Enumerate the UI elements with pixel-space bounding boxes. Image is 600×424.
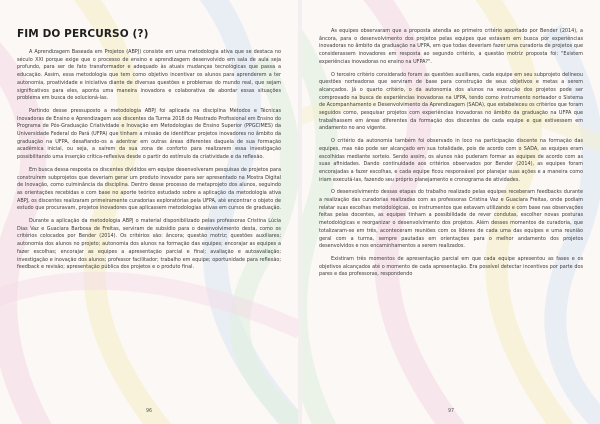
paragraph: Existiram três momentos de apresentação parcial em que cada equipe apresentou as fases e os objetivos alcançados até o momento de cada apresentação. Era possível detectar incentivos por parte dos pares e das professoras, respondendo <box>319 255 583 278</box>
left-page-content <box>17 28 281 400</box>
paragraph: A Aprendizagem Baseada em Projetos (ABPJ) consiste em uma metodologia ativa que se destaca no século XXI porque exige que o processo de ensino e aprendizagem desenvolvido em sala de aula seja profundo, para ser de fato transformador e adequado às atuais mudanças tecnológicas que passa a educação. Assim, essa metodologia que tem como objetivo incentivar os alunos para aprenderem a ter autonomia, proatividade e iniciativa diante de diversas questões e problemas do mundo real, que sejam significativos para eles, aponta uma maneira inovadora e colaborativa de abordar essas situações problema em busca de solucioná-las. <box>17 49 281 102</box>
paragraph: O desenvolvimento dessas etapas do trabalho realizado pelas equipes receberam feedbacks durante a realização das curadorias realizadas com as professoras Cristina Vaz e Guaciara Freitas, onde podiam relatar suas escolhas metodológicas, os instrumentos que estavam utilizando e com base nas observações feitas pelas docentes, as equipes tinham a possibilidade de rever condutas, escolher novas posturas metodológicas e reorganizar o desenvolvimento dos projetos. Além desses momentos de curadoria, que totalizaram-se em três, aconteceram reuniões com os líderes de cada uma das equipes e uma reunião geral com a turma, sempre pautadas em orientações para o melhor andamento dos projetos desenvolvidos e nos encaminhamentos a serem realizados. <box>319 189 583 250</box>
right-page <box>302 0 600 424</box>
paragraph: Em busca dessa resposta os discentes divididos em equipe desenvolveram pesquisas de projetos para construírem subprojetos que deveriam gerar um produto inovador para ser apresentado na Mostra Digital de Inovação, como culminância da disciplina. Dentro desse processo de metaprojeto dos alunos, seguindo as orientações recebidas e com base no aporte teórico estudado sobre a aplicação da metodologia ativa ABPJ, os discentes realizaram primeiramente curadorias exploratórias pela UFPA, até encontrar o objeto de estudo que procuravam, projetos inovadores que aplicassem metodologias ativas em cursos de graduação. <box>17 166 281 212</box>
paragraph: As equipes observaram que a proposta atendia ao primeiro critério apontado por Bender (2014), a âncora, para o desenvolvimento dos projetos pelas equipes que estavam em busca por experiências inovadoras no âmbito da graduação na UFPA, em que todas deveriam fazer uma curadoria de projetos que considerassem inovadores em resposta ao segundo critério, a questão motriz proposta foi: "Existem experiências inovadoras no ensino na UFPA?". <box>319 28 583 65</box>
paragraph: O critério da autonomia também foi observado in loco na participação discente na formação das equipes, mas não pode ser alcançado em sua totalidade, pois de acordo com o SADA, as equipes eram escolhidas mediante sorteio. Sendo assim, os alunos não puderam formar as equipes de acordo com as suas afinidades. Dando continuidade aos critérios observados por Bender (2014), as equipes foram encorajadas a fazer escolhas, e cada equipe ficou responsável por planejar suas ações e a maneira como iriam executá-las, fazendo seu próprio planejamento e cronograma de atividades. <box>319 138 583 183</box>
page-number-right: 97 <box>447 409 455 414</box>
paragraph: Partindo desse pressuposto a metodologia ABPJ foi aplicada na disciplina Métodos e Técnicas Inovadoras de Ensino e Aprendizagem aos discentes da Turma 2018 do Mestrado Profissional em Ensino do Programa de Pós-Graduação Criatividade e Inovação em Metodologias de Ensino Superior (PPGCIMES) da Universidade Federal do Pará (UFPA) que tinham a missão de identificar projetos inovadores no âmbito da graduação na UFPA, desafiando-os a adentrar em outras áreas diferentes daquela de sua formação acadêmica inicial, ou seja, a saírem da sua zona de conforto para realizarem essa investigação possibilitando uma inserção crítica-reflexiva desde o partir do estímulo da criatividade e da reflexão. <box>17 107 281 161</box>
paragraph: O terceiro critério considerado foram as questões auxiliares, cada equipe em seu subprojeto delineou questões norteadoras que serviram de base para construção de seus objetivos e metas a serem alcançados. Já o quarto critério, o da autonomia dos alunos na execução dos projetos pode ser comprovado na busca de experiências inovadoras na UFPA, tendo como instrumento norteador o Sistema de Acompanhamento e Desenvolvimento da Aprendizagem (SADA), que estabeleceu os critérios que foram seguidos como, pesquisar projetos com experiências inovadoras no âmbito da graduação na UFPA que trabalhassem em áreas diferentes da formação dos discentes de cada equipe e que estivessem em andamento no ano vigente. <box>319 71 583 132</box>
section-title: FIM DO PERCURSO (?) <box>17 28 149 40</box>
right-page-content <box>319 28 583 400</box>
page-number-left: 96 <box>145 409 153 414</box>
left-page <box>0 0 298 424</box>
paragraph: Durante a aplicação da metodologia ABPJ o material disponibilizado pelas professoras Cristina Lúcia Dias Vaz e Guaciara Barbosa de Freitas, serviram de subsídio para o desenvolvimento desta, como os critérios colocados por Bender (2014). Os critérios são: âncora; questão motriz; questões auxiliares; autonomia dos alunos no projeto; autonomia dos alunos na formação das equipes; encorajar as equipes a fazer escolhas; encorajar as equipes a apresentação parcial e final; avaliação e autoavaliação; investigação e inovação dos alunos; professor facilitador; trabalho em equipe; oportunidade para reflexão; feedback e revisão; apresentação pública dos projetos e o produto final. <box>17 218 281 271</box>
